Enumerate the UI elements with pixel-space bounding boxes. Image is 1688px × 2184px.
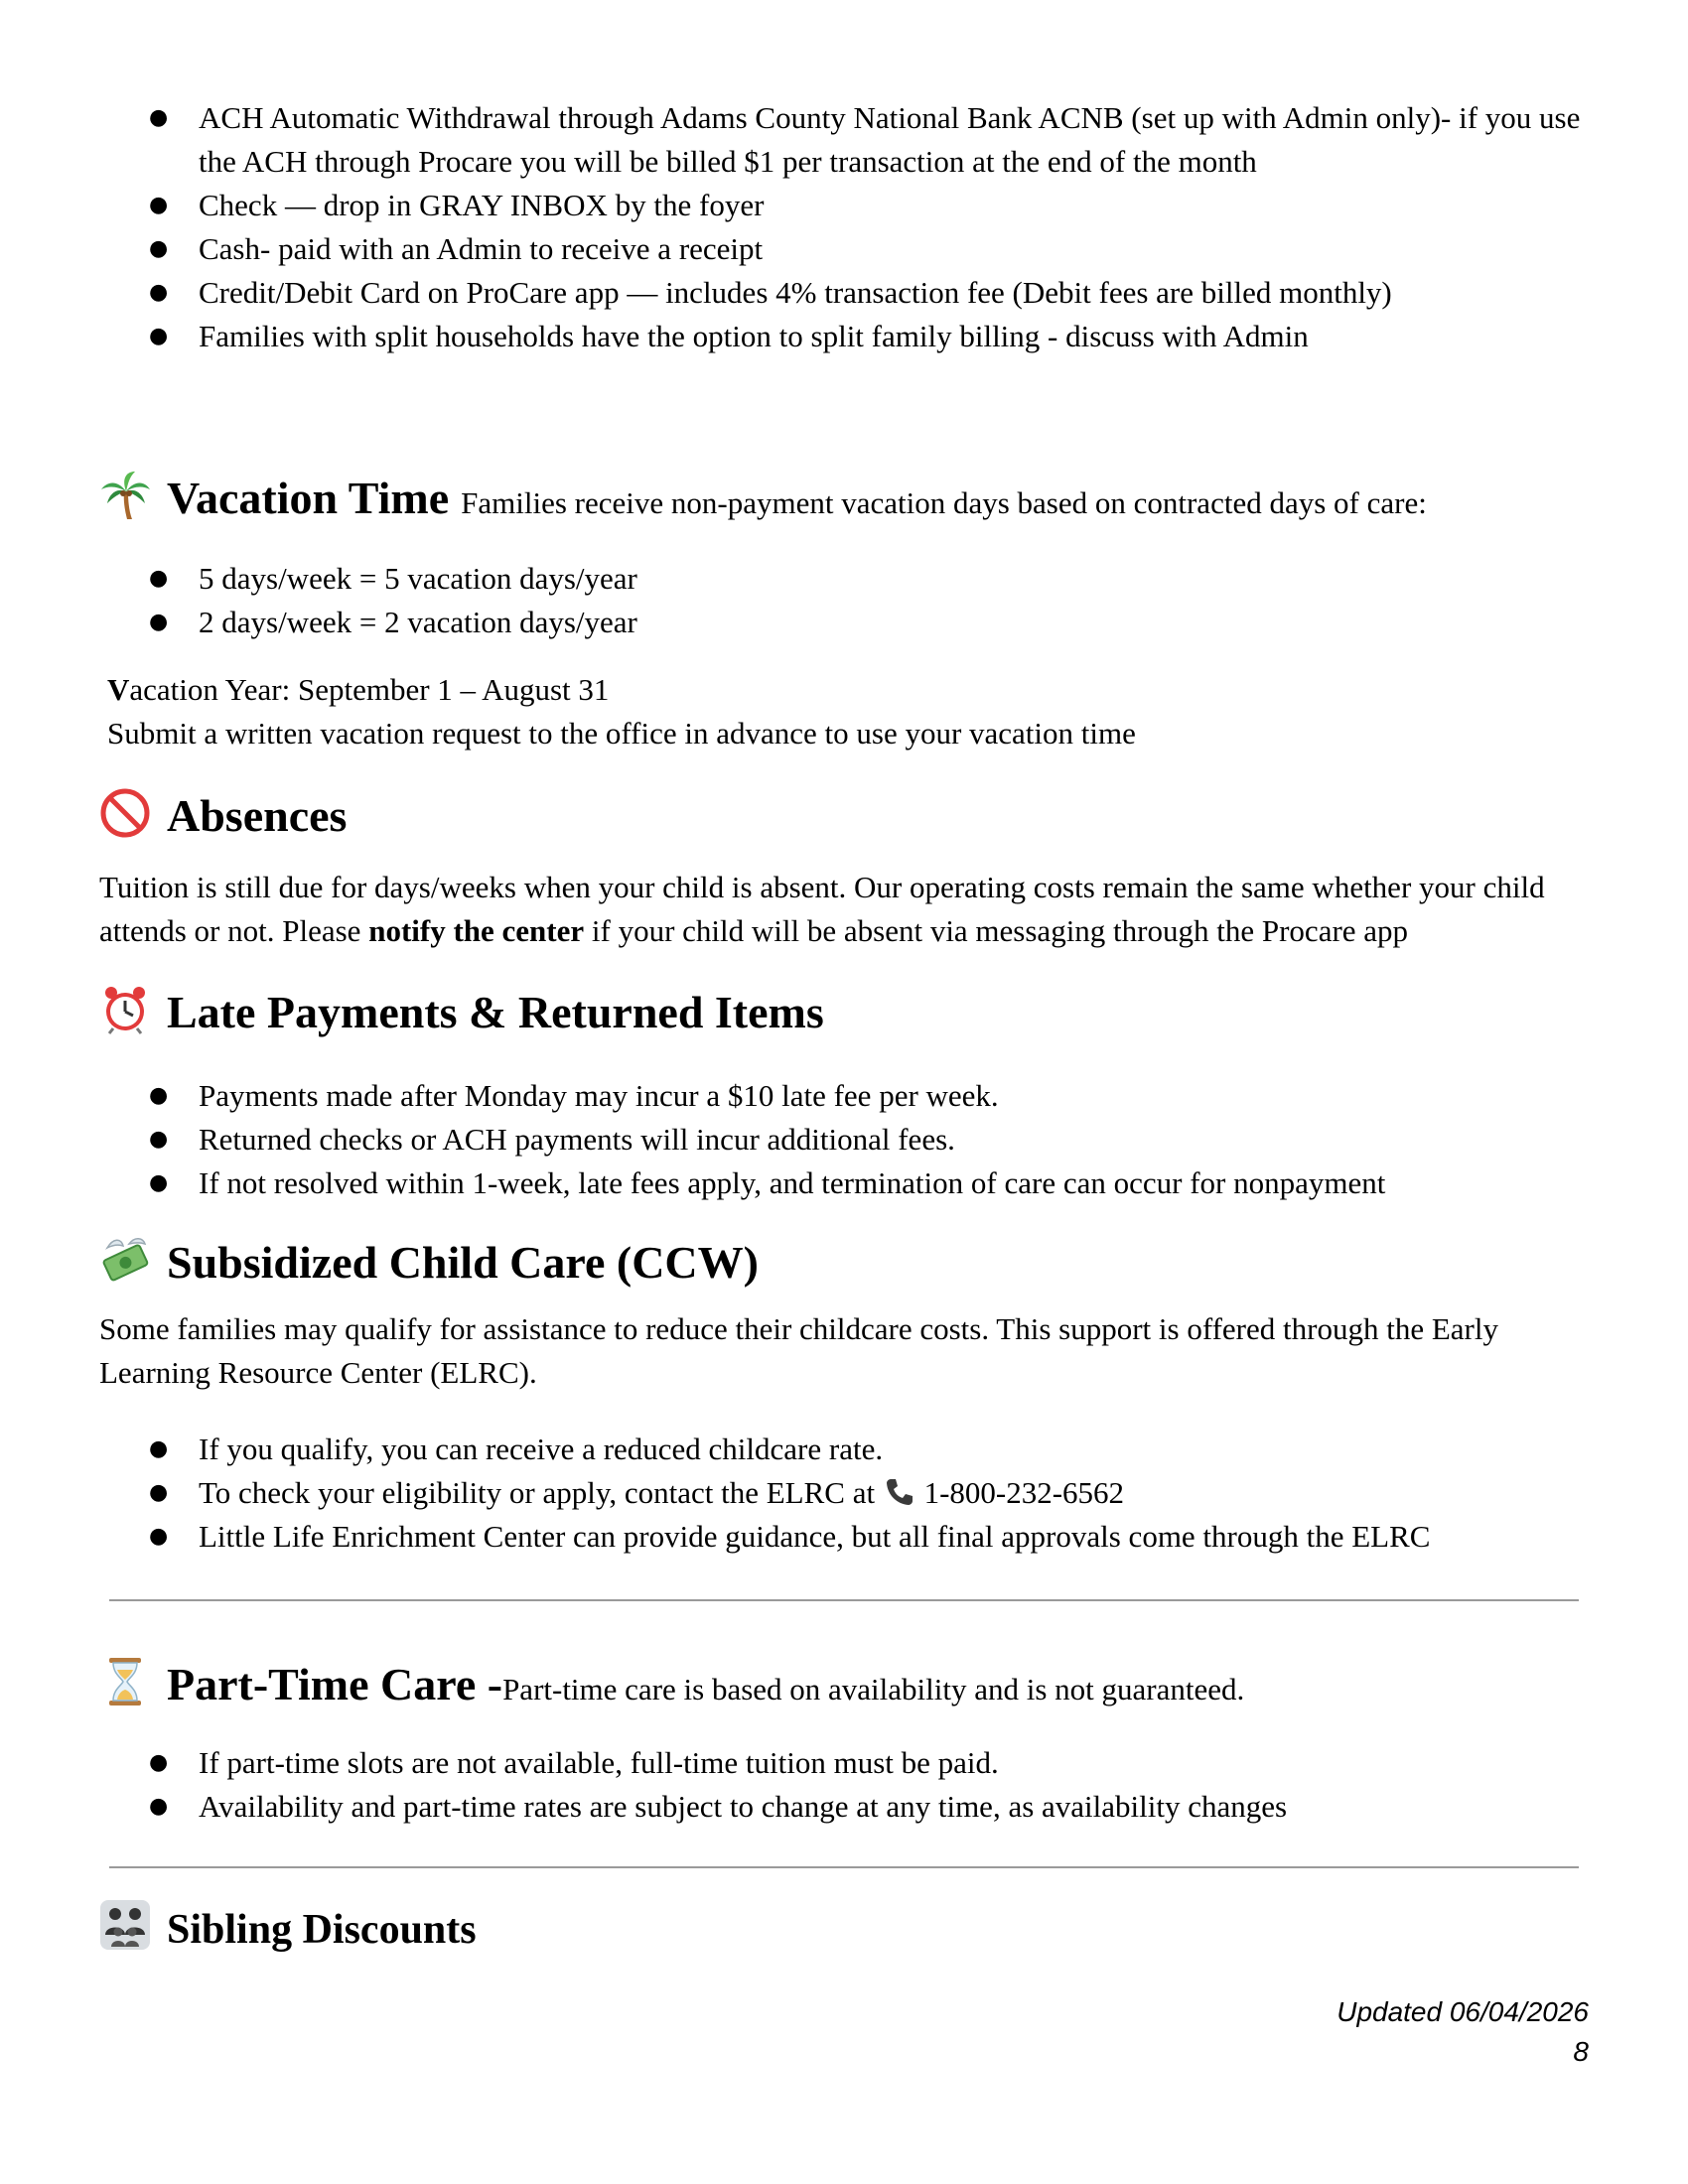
hourglass-icon: [99, 1656, 151, 1707]
section-title: Absences: [167, 790, 348, 841]
list-item: ● ACH Automatic Withdrawal through Adams County National Bank ACNB (set up with Admin only)- if you use the ACH through Procare you will be billed $1 per transaction at the end of the month: [149, 96, 1599, 184]
list-item: ● Check — drop in GRAY INBOX by the foyer: [149, 184, 1599, 227]
list-item: ● 5 days/week = 5 vacation days/year: [149, 557, 1599, 601]
list-item: ● If part-time slots are not available, full-time tuition must be paid.: [149, 1741, 1599, 1785]
vacation-year-initial: V: [107, 672, 130, 707]
part-time-heading: [99, 1648, 1244, 1710]
subsidized-list: [149, 1428, 1599, 1559]
prohibited-icon: [99, 787, 151, 839]
list-item: ● 2 days/week = 2 vacation days/year: [149, 601, 1599, 644]
vacation-heading: [99, 462, 1427, 524]
absences-heading: [99, 779, 347, 842]
alarm-clock-icon: [99, 984, 151, 1035]
subsidized-intro: Some families may qualify for assistance to reduce their childcare costs. This support is offered through the Early Learning Resource Center (ELRC).: [99, 1311, 1498, 1390]
absences-text: Tuition is still due for days/weeks when your child is absent. Our operating costs remain the same whether your child attends or not. Please notify the center if your child will be absent via messaging through the Procare app: [99, 870, 1545, 948]
section-title: Late Payments & Returned Items: [167, 987, 824, 1037]
subsidized-heading: [99, 1226, 759, 1289]
family-icon: [99, 1899, 151, 1951]
list-item: ● If you qualify, you can receive a reduced childcare rate.: [149, 1428, 1599, 1471]
section-subtitle: Families receive non-payment vacation days based on contracted days of care:: [461, 485, 1427, 520]
section-divider: [109, 1866, 1579, 1868]
list-item: ● Little Life Enrichment Center can provide guidance, but all final approvals come through the ELRC: [149, 1515, 1599, 1559]
list-item: ● Availability and part-time rates are subject to change at any time, as availability changes: [149, 1785, 1599, 1829]
sibling-heading: [99, 1891, 477, 1954]
notify-center-emphasis: notify the center: [368, 913, 585, 948]
palm-tree-icon: [99, 470, 151, 521]
late-payments-list: [149, 1074, 1599, 1205]
part-time-list: [149, 1741, 1599, 1829]
late-payments-heading: [99, 976, 824, 1038]
list-item: ● To check your eligibility or apply, contact the ELRC at 1-800-232-6562: [149, 1471, 1599, 1515]
page-footer: [1336, 1992, 1589, 2072]
section-title: Vacation Time: [167, 473, 450, 523]
list-item: ● Families with split households have the option to split family billing - discuss with Admin: [149, 315, 1599, 358]
phone-icon: [883, 1475, 916, 1509]
section-title: Part-Time Care -: [167, 1659, 503, 1709]
list-item: ● Payments made after Monday may incur a $10 late fee per week.: [149, 1074, 1599, 1118]
section-subtitle: Part-time care is based on availability and is not guaranteed.: [502, 1672, 1245, 1706]
list-item: ● Returned checks or ACH payments will incur additional fees.: [149, 1118, 1599, 1161]
vacation-year-text: acation Year: September 1 – August 31: [129, 672, 610, 707]
elrc-phone-number: 1-800-232-6562: [923, 1475, 1125, 1510]
updated-date: Updated 06/04/2026: [1336, 1996, 1589, 2027]
list-item: ● Credit/Debit Card on ProCare app — includes 4% transaction fee (Debit fees are billed monthly): [149, 271, 1599, 315]
money-with-wings-icon: [99, 1234, 151, 1286]
section-title: Sibling Discounts: [167, 1907, 477, 1953]
section-divider: [109, 1599, 1579, 1601]
list-item: ● Cash- paid with an Admin to receive a receipt: [149, 227, 1599, 271]
payment-methods-list: [149, 96, 1599, 358]
vacation-list: [149, 557, 1599, 644]
section-title: Subsidized Child Care (CCW): [167, 1237, 759, 1288]
vacation-request-note: Submit a written vacation request to the office in advance to use your vacation time: [107, 716, 1136, 751]
page-number: 8: [1573, 2036, 1589, 2067]
vacation-year: [107, 668, 1607, 712]
list-item: ● If not resolved within 1-week, late fees apply, and termination of care can occur for nonpayment: [149, 1161, 1599, 1205]
